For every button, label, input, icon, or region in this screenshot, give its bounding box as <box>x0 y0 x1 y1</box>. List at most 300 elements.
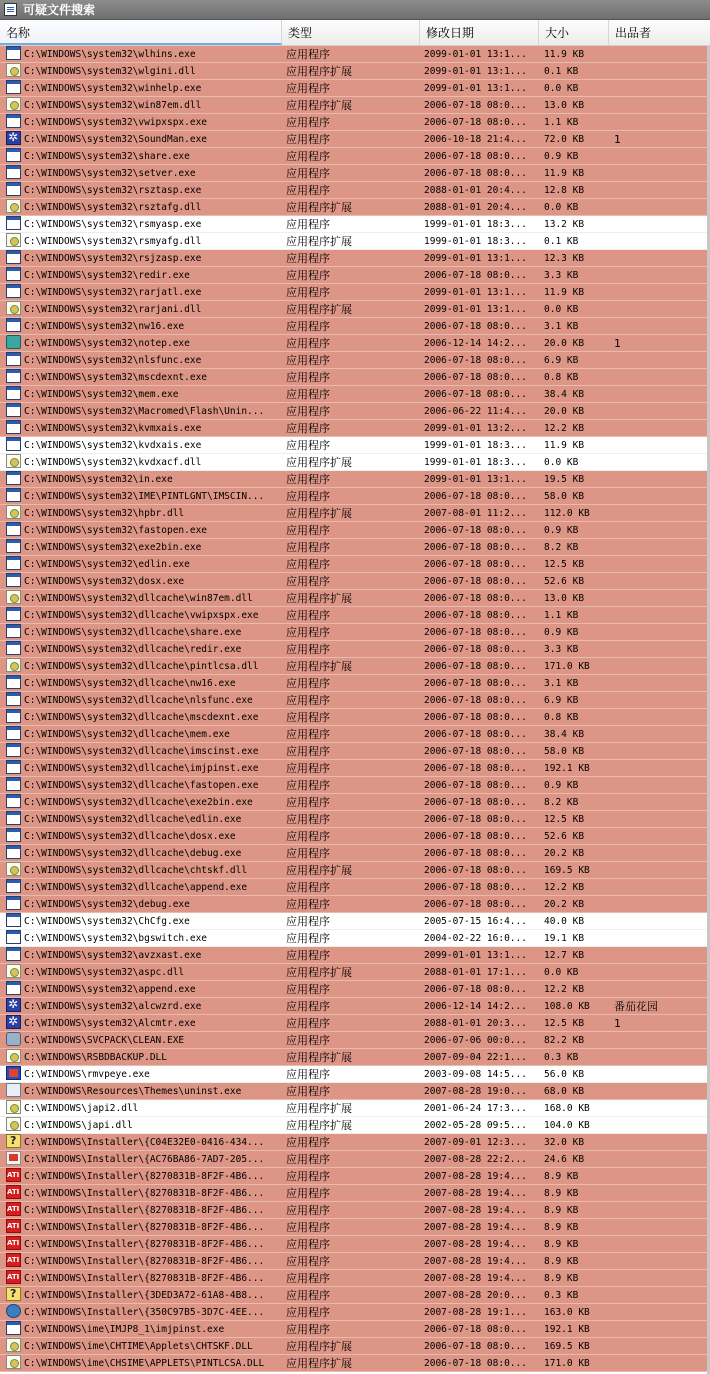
file-path: C:\WINDOWS\ime\IMJP8_1\imjpinst.exe <box>24 1324 225 1335</box>
file-size: 11.9 KB <box>544 440 585 451</box>
exe-icon <box>6 148 21 162</box>
file-path: C:\WINDOWS\system32\SoundMan.exe <box>24 134 208 145</box>
modified-date: 2002-05-28 09:5... <box>424 1120 527 1131</box>
modified-date: 2007-08-28 19:4... <box>424 1188 527 1199</box>
file-row[interactable] <box>0 981 710 998</box>
app-icon <box>6 1015 21 1029</box>
file-row[interactable] <box>0 930 710 947</box>
file-path: C:\WINDOWS\system32\wlgini.dll <box>24 66 196 77</box>
exe-icon <box>6 250 21 264</box>
ati-icon <box>6 1185 21 1199</box>
file-type: 应用程序扩展 <box>286 592 352 605</box>
exe-icon <box>6 114 21 128</box>
file-row[interactable] <box>0 1066 710 1083</box>
file-path: C:\WINDOWS\system32\notep.exe <box>24 338 190 349</box>
installer-icon <box>6 1151 21 1165</box>
file-row[interactable] <box>0 607 710 624</box>
modified-date: 2005-07-15 16:4... <box>424 916 527 927</box>
file-size: 24.6 KB <box>544 1154 585 1165</box>
file-row[interactable] <box>0 1015 710 1032</box>
file-path: C:\WINDOWS\system32\nlsfunc.exe <box>24 355 202 366</box>
file-size: 0.9 KB <box>544 151 579 162</box>
file-row[interactable] <box>0 539 710 556</box>
file-row[interactable] <box>0 505 710 522</box>
exe-icon <box>6 947 21 961</box>
modified-date: 2006-07-18 08:0... <box>424 525 527 536</box>
file-row[interactable] <box>0 114 710 131</box>
modified-date: 2088-01-01 20:4... <box>424 202 527 213</box>
file-row[interactable] <box>0 811 710 828</box>
file-path: C:\WINDOWS\system32\rsjzasp.exe <box>24 253 202 264</box>
modified-date: 2006-07-18 08:0... <box>424 763 527 774</box>
file-path: C:\WINDOWS\system32\dllcache\exe2bin.exe <box>24 797 253 808</box>
modified-date: 2006-07-18 08:0... <box>424 695 527 706</box>
dll-icon <box>6 63 21 77</box>
file-row[interactable] <box>0 1117 710 1134</box>
file-size: 32.0 KB <box>544 1137 585 1148</box>
modified-date: 2006-07-18 08:0... <box>424 100 527 111</box>
file-type: 应用程序 <box>286 1238 330 1251</box>
modified-date: 2006-07-18 08:0... <box>424 559 527 570</box>
file-type: 应用程序扩展 <box>286 1102 352 1115</box>
file-type: 应用程序扩展 <box>286 99 352 112</box>
file-row[interactable] <box>0 692 710 709</box>
file-size: 20.2 KB <box>544 899 585 910</box>
file-row[interactable] <box>0 233 710 250</box>
file-row[interactable] <box>0 318 710 335</box>
file-row[interactable] <box>0 1253 710 1270</box>
file-type: 应用程序 <box>286 1000 330 1013</box>
file-type: 应用程序扩展 <box>286 507 352 520</box>
file-size: 8.9 KB <box>544 1205 579 1216</box>
exe-icon <box>6 675 21 689</box>
file-row[interactable] <box>0 879 710 896</box>
file-type: 应用程序 <box>286 252 330 265</box>
file-row[interactable] <box>0 386 710 403</box>
file-row[interactable] <box>0 1032 710 1049</box>
column-header-publisher[interactable]: 出品者 <box>615 26 652 40</box>
dll-icon <box>6 1100 21 1114</box>
file-size: 12.7 KB <box>544 950 585 961</box>
file-row[interactable] <box>0 335 710 352</box>
file-row[interactable] <box>0 403 710 420</box>
file-row[interactable] <box>0 471 710 488</box>
file-type: 应用程序 <box>286 796 330 809</box>
setup-icon <box>6 1134 21 1148</box>
exe-icon <box>6 318 21 332</box>
file-size: 72.0 KB <box>544 134 585 145</box>
file-size: 104.0 KB <box>544 1120 590 1131</box>
modified-date: 2006-07-18 08:0... <box>424 865 527 876</box>
file-row[interactable] <box>0 658 710 675</box>
file-row[interactable] <box>0 556 710 573</box>
file-size: 19.5 KB <box>544 474 585 485</box>
list-header <box>0 20 710 46</box>
file-type: 应用程序扩展 <box>286 65 352 78</box>
file-row[interactable] <box>0 1134 710 1151</box>
title-bar <box>0 0 710 20</box>
file-type: 应用程序扩展 <box>286 303 352 316</box>
exe-icon <box>6 352 21 366</box>
file-row[interactable] <box>0 709 710 726</box>
file-row[interactable] <box>0 1236 710 1253</box>
exe-icon <box>6 692 21 706</box>
file-row[interactable] <box>0 1202 710 1219</box>
modified-date: 2007-08-28 19:0... <box>424 1086 527 1097</box>
file-row[interactable] <box>0 845 710 862</box>
file-row[interactable] <box>0 641 710 658</box>
file-row[interactable] <box>0 182 710 199</box>
exe-icon <box>6 556 21 570</box>
file-row[interactable] <box>0 1270 710 1287</box>
exe-icon <box>6 709 21 723</box>
file-row[interactable] <box>0 777 710 794</box>
file-size: 12.5 KB <box>544 814 585 825</box>
exe-icon <box>6 539 21 553</box>
file-size: 52.6 KB <box>544 576 585 587</box>
file-path: C:\WINDOWS\system32\in.exe <box>24 474 173 485</box>
file-path: C:\WINDOWS\system32\rsmyasp.exe <box>24 219 202 230</box>
file-size: 8.9 KB <box>544 1239 579 1250</box>
media-icon <box>6 1066 21 1080</box>
file-row[interactable] <box>0 148 710 165</box>
modified-date: 2006-07-18 08:0... <box>424 1341 527 1352</box>
file-size: 0.0 KB <box>544 202 579 213</box>
file-row[interactable] <box>0 63 710 80</box>
file-row[interactable] <box>0 1100 710 1117</box>
modified-date: 2006-07-18 08:0... <box>424 831 527 842</box>
file-size: 13.0 KB <box>544 100 585 111</box>
exe-icon <box>6 641 21 655</box>
modified-date: 2006-07-18 08:0... <box>424 814 527 825</box>
file-path: C:\WINDOWS\system32\dllcache\imjpinst.exe <box>24 763 259 774</box>
file-row[interactable] <box>0 437 710 454</box>
file-size: 0.3 KB <box>544 1052 579 1063</box>
file-type: 应用程序 <box>286 371 330 384</box>
file-row[interactable] <box>0 369 710 386</box>
file-size: 0.3 KB <box>544 1290 579 1301</box>
file-row[interactable] <box>0 743 710 760</box>
dll-icon <box>6 505 21 519</box>
file-size: 19.1 KB <box>544 933 585 944</box>
app-icon <box>6 131 21 145</box>
file-row[interactable] <box>0 1049 710 1066</box>
file-type: 应用程序 <box>286 1170 330 1183</box>
file-type: 应用程序 <box>286 915 330 928</box>
file-path: C:\WINDOWS\system32\Alcmtr.exe <box>24 1018 196 1029</box>
ati-icon <box>6 1253 21 1267</box>
file-size: 192.1 KB <box>544 1324 590 1335</box>
dll-icon <box>6 862 21 876</box>
file-path: C:\WINDOWS\Installer\{AC76BA86-7AD7-205... <box>24 1154 265 1165</box>
file-row[interactable] <box>0 131 710 148</box>
modified-date: 2007-08-28 19:4... <box>424 1222 527 1233</box>
file-path: C:\WINDOWS\system32\fastopen.exe <box>24 525 208 536</box>
file-size: 3.1 KB <box>544 321 579 332</box>
exe-icon <box>6 216 21 230</box>
publisher: 1 <box>614 1017 621 1030</box>
file-row[interactable] <box>0 267 710 284</box>
file-type: 应用程序 <box>286 320 330 333</box>
file-row[interactable] <box>0 454 710 471</box>
modified-date: 1999-01-01 18:3... <box>424 219 527 230</box>
file-type: 应用程序 <box>286 354 330 367</box>
file-type: 应用程序 <box>286 1204 330 1217</box>
file-row[interactable] <box>0 726 710 743</box>
modified-date: 2006-07-18 08:0... <box>424 746 527 757</box>
file-path: C:\WINDOWS\system32\rsztafg.dll <box>24 202 202 213</box>
file-type: 应用程序 <box>286 337 330 350</box>
file-path: C:\WINDOWS\system32\setver.exe <box>24 168 196 179</box>
file-path: C:\WINDOWS\system32\kvmxais.exe <box>24 423 202 434</box>
file-path: C:\WINDOWS\Installer\{8270831B-8F2F-4B6... <box>24 1222 265 1233</box>
file-row[interactable] <box>0 420 710 437</box>
file-path: C:\WINDOWS\system32\nw16.exe <box>24 321 185 332</box>
file-size: 169.5 KB <box>544 1341 590 1352</box>
file-type: 应用程序 <box>286 439 330 452</box>
file-size: 171.0 KB <box>544 661 590 672</box>
modified-date: 2006-07-18 08:0... <box>424 610 527 621</box>
file-row[interactable] <box>0 522 710 539</box>
file-path: C:\WINDOWS\system32\dllcache\imscinst.exe <box>24 746 259 757</box>
file-type: 应用程序 <box>286 728 330 741</box>
file-size: 1.1 KB <box>544 610 579 621</box>
modified-date: 2006-07-18 08:0... <box>424 389 527 400</box>
file-path: C:\WINDOWS\system32\hpbr.dll <box>24 508 185 519</box>
file-row[interactable] <box>0 828 710 845</box>
file-row[interactable] <box>0 216 710 233</box>
window-icon <box>4 3 17 16</box>
file-type: 应用程序 <box>286 1068 330 1081</box>
file-type: 应用程序 <box>286 1306 330 1319</box>
file-size: 0.9 KB <box>544 780 579 791</box>
file-type: 应用程序 <box>286 1034 330 1047</box>
file-type: 应用程序 <box>286 1136 330 1149</box>
file-row[interactable] <box>0 46 710 63</box>
file-size: 12.3 KB <box>544 253 585 264</box>
file-size: 8.9 KB <box>544 1273 579 1284</box>
file-path: C:\WINDOWS\system32\dllcache\vwipxspx.exe <box>24 610 259 621</box>
file-path: C:\WINDOWS\system32\dllcache\append.exe <box>24 882 248 893</box>
exe-icon <box>6 522 21 536</box>
bin-icon <box>6 1083 21 1097</box>
file-path: C:\WINDOWS\system32\dllcache\redir.exe <box>24 644 242 655</box>
file-type: 应用程序 <box>286 1272 330 1285</box>
file-row[interactable] <box>0 488 710 505</box>
file-type: 应用程序 <box>286 218 330 231</box>
exe-icon <box>6 896 21 910</box>
modified-date: 2099-01-01 13:1... <box>424 49 527 60</box>
file-type: 应用程序扩展 <box>286 1119 352 1132</box>
file-path: C:\WINDOWS\system32\dosx.exe <box>24 576 185 587</box>
file-row[interactable] <box>0 624 710 641</box>
file-row[interactable] <box>0 80 710 97</box>
modified-date: 2007-08-28 19:4... <box>424 1256 527 1267</box>
modified-date: 2006-07-18 08:0... <box>424 661 527 672</box>
modified-date: 2006-07-18 08:0... <box>424 576 527 587</box>
file-type: 应用程序 <box>286 524 330 537</box>
modified-date: 2006-12-14 14:2... <box>424 1001 527 1012</box>
file-size: 8.2 KB <box>544 542 579 553</box>
file-type: 应用程序 <box>286 983 330 996</box>
file-path: C:\WINDOWS\Installer\{3DED3A72-61A8-4B8... <box>24 1290 265 1301</box>
file-row[interactable] <box>0 250 710 267</box>
file-row[interactable] <box>0 862 710 879</box>
file-size: 108.0 KB <box>544 1001 590 1012</box>
file-row[interactable] <box>0 794 710 811</box>
exe-icon <box>6 726 21 740</box>
modified-date: 2006-10-18 21:4... <box>424 134 527 145</box>
file-path: C:\WINDOWS\system32\rarjatl.exe <box>24 287 202 298</box>
file-path: C:\WINDOWS\system32\mem.exe <box>24 389 179 400</box>
file-size: 0.0 KB <box>544 967 579 978</box>
file-row[interactable] <box>0 896 710 913</box>
column-header-size[interactable]: 大小 <box>539 20 609 45</box>
file-row[interactable] <box>0 1151 710 1168</box>
column-header-name[interactable]: 名称 <box>0 20 282 45</box>
exe-icon <box>6 46 21 60</box>
file-row[interactable] <box>0 1355 710 1372</box>
file-type: 应用程序 <box>286 779 330 792</box>
modified-date: 2006-07-18 08:0... <box>424 355 527 366</box>
modified-date: 2006-12-14 14:2... <box>424 338 527 349</box>
file-path: C:\WINDOWS\system32\exe2bin.exe <box>24 542 202 553</box>
dll-icon <box>6 301 21 315</box>
file-size: 0.9 KB <box>544 525 579 536</box>
file-row[interactable] <box>0 97 710 114</box>
file-row[interactable] <box>0 301 710 318</box>
file-size: 8.2 KB <box>544 797 579 808</box>
file-path: C:\WINDOWS\system32\wlhins.exe <box>24 49 196 60</box>
file-row[interactable] <box>0 573 710 590</box>
file-size: 0.8 KB <box>544 712 579 723</box>
file-type: 应用程序 <box>286 949 330 962</box>
exe-icon <box>6 437 21 451</box>
exe-icon <box>6 794 21 808</box>
file-path: C:\WINDOWS\Installer\{8270831B-8F2F-4B6... <box>24 1171 265 1182</box>
file-type: 应用程序 <box>286 847 330 860</box>
file-row[interactable] <box>0 1338 710 1355</box>
modified-date: 2099-01-01 13:2... <box>424 423 527 434</box>
file-row[interactable] <box>0 1287 710 1304</box>
file-size: 68.0 KB <box>544 1086 585 1097</box>
file-row[interactable] <box>0 284 710 301</box>
file-path: C:\WINDOWS\system32\rsztasp.exe <box>24 185 202 196</box>
file-size: 6.9 KB <box>544 695 579 706</box>
file-row[interactable] <box>0 1219 710 1236</box>
file-row[interactable] <box>0 760 710 777</box>
file-type: 应用程序 <box>286 133 330 146</box>
modified-date: 2088-01-01 17:1... <box>424 967 527 978</box>
file-type: 应用程序 <box>286 150 330 163</box>
file-type: 应用程序 <box>286 1289 330 1302</box>
file-type: 应用程序扩展 <box>286 201 352 214</box>
file-row[interactable] <box>0 947 710 964</box>
file-path: C:\WINDOWS\system32\Macromed\Flash\Unin... <box>24 406 265 417</box>
file-row[interactable] <box>0 590 710 607</box>
file-row[interactable] <box>0 1168 710 1185</box>
exe-icon <box>6 777 21 791</box>
file-row[interactable] <box>0 1185 710 1202</box>
file-row[interactable] <box>0 352 710 369</box>
file-size: 192.1 KB <box>544 763 590 774</box>
file-path: C:\WINDOWS\Installer\{350C97B5-3D7C-4EE... <box>24 1307 265 1318</box>
file-row[interactable] <box>0 165 710 182</box>
exe-icon <box>6 165 21 179</box>
file-size: 12.8 KB <box>544 185 585 196</box>
file-type: 应用程序 <box>286 1255 330 1268</box>
file-path: C:\WINDOWS\Installer\{C04E32E0-0416-434... <box>24 1137 265 1148</box>
file-row[interactable] <box>0 1321 710 1338</box>
file-row[interactable] <box>0 675 710 692</box>
file-path: C:\WINDOWS\system32\dllcache\mem.exe <box>24 729 230 740</box>
file-size: 20.2 KB <box>544 848 585 859</box>
modified-date: 2006-07-18 08:0... <box>424 117 527 128</box>
file-path: C:\WINDOWS\system32\rarjani.dll <box>24 304 202 315</box>
file-size: 112.0 KB <box>544 508 590 519</box>
file-row[interactable] <box>0 913 710 930</box>
file-size: 171.0 KB <box>544 1358 590 1369</box>
exe-icon <box>6 845 21 859</box>
file-size: 3.3 KB <box>544 644 579 655</box>
publisher: 番茄花园 <box>614 1000 658 1013</box>
modified-date: 2006-07-18 08:0... <box>424 984 527 995</box>
file-size: 0.9 KB <box>544 627 579 638</box>
file-row[interactable] <box>0 199 710 216</box>
column-header-type[interactable]: 类型 <box>282 20 420 45</box>
modified-date: 2004-02-22 16:0... <box>424 933 527 944</box>
ati-icon <box>6 1270 21 1284</box>
file-row[interactable] <box>0 1304 710 1321</box>
file-type: 应用程序 <box>286 422 330 435</box>
file-size: 12.2 KB <box>544 984 585 995</box>
file-size: 3.1 KB <box>544 678 579 689</box>
modified-date: 2006-07-18 08:0... <box>424 321 527 332</box>
modified-date: 2006-07-18 08:0... <box>424 899 527 910</box>
file-size: 8.9 KB <box>544 1222 579 1233</box>
dll-icon <box>6 964 21 978</box>
modified-date: 2099-01-01 13:1... <box>424 83 527 94</box>
exe-icon <box>6 879 21 893</box>
file-row[interactable] <box>0 964 710 981</box>
file-path: C:\WINDOWS\Resources\Themes\uninst.exe <box>24 1086 242 1097</box>
file-size: 0.0 KB <box>544 457 579 468</box>
globe-icon <box>6 1304 21 1318</box>
file-path: C:\WINDOWS\system32\kvdxacf.dll <box>24 457 202 468</box>
dll-icon <box>6 233 21 247</box>
file-type: 应用程序 <box>286 167 330 180</box>
file-path: C:\WINDOWS\system32\avzxast.exe <box>24 950 202 961</box>
file-path: C:\WINDOWS\ime\CHSIME\APPLETS\PINTLCSA.DLL <box>24 1358 265 1369</box>
modified-date: 2007-08-28 19:4... <box>424 1205 527 1216</box>
file-type: 应用程序 <box>286 286 330 299</box>
column-header-modified[interactable]: 修改日期 <box>420 20 539 45</box>
publisher: 1 <box>614 337 621 350</box>
exe-icon <box>6 471 21 485</box>
file-size: 11.9 KB <box>544 49 585 60</box>
exe-icon <box>6 760 21 774</box>
file-type: 应用程序 <box>286 490 330 503</box>
file-path: C:\WINDOWS\system32\append.exe <box>24 984 196 995</box>
file-row[interactable] <box>0 998 710 1015</box>
file-size: 8.9 KB <box>544 1188 579 1199</box>
file-row[interactable] <box>0 1083 710 1100</box>
file-type: 应用程序扩展 <box>286 660 352 673</box>
dll-icon <box>6 97 21 111</box>
file-type: 应用程序 <box>286 609 330 622</box>
dll-icon <box>6 658 21 672</box>
file-size: 13.2 KB <box>544 219 585 230</box>
